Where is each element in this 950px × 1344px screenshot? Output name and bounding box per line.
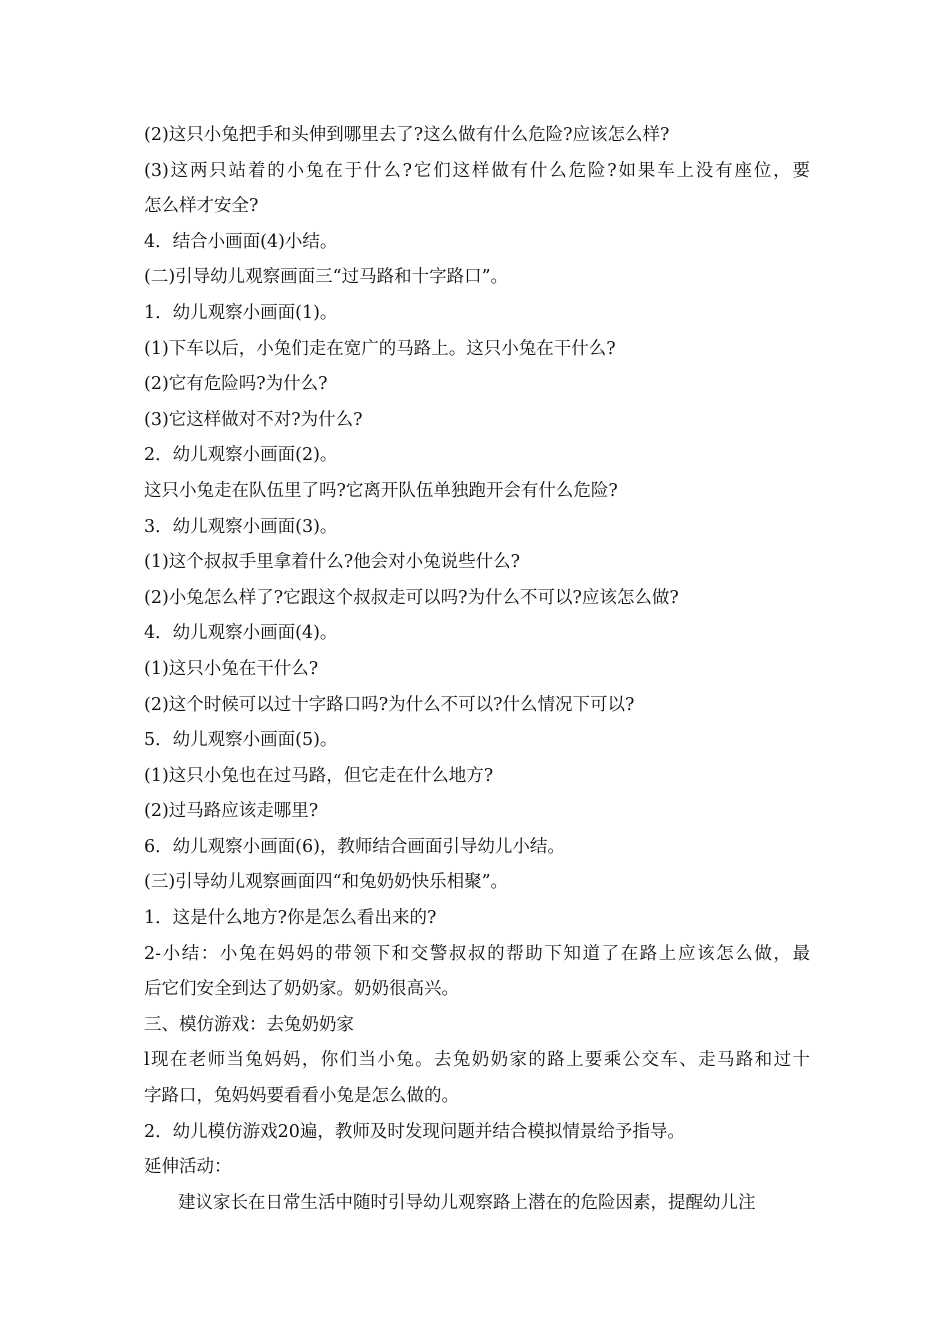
text-line: 2．幼儿观察小画面(2)。 (144, 445, 338, 466)
section-heading: (二)引导幼儿观察画面三“过马路和十字路口”。 (144, 267, 509, 288)
text-line: 2-小结：小兔在妈妈的带领下和交警叔叔的帮助下知道了在路上应该怎么做，最 (144, 943, 810, 964)
text-line: (2)小兔怎么样了?它跟这个叔叔走可以吗?为什么不可以?应该怎么做? (144, 587, 679, 608)
text-line: 1．这是什么地方?你是怎么看出来的? (144, 908, 437, 929)
text-line: (1)这个叔叔手里拿着什么?他会对小兔说些什么? (144, 552, 521, 573)
section-heading: 延伸活动： (144, 1157, 232, 1178)
text-line: 字路口，兔妈妈要看看小兔是怎么做的。 (144, 1086, 459, 1107)
text-line: 后它们安全到达了奶奶家。奶奶很高兴。 (144, 979, 459, 1000)
text-line: 6．幼儿观察小画面(6)，教师结合画面引导幼儿小结。 (144, 836, 565, 857)
text-line: (3)这两只站着的小兔在于什么?它们这样做有什么危险?如果车上没有座位，要 (144, 160, 810, 181)
text-line: 这只小兔走在队伍里了吗?它离开队伍单独跑开会有什么危险? (144, 480, 618, 501)
text-line: (1)这只小兔在干什么? (144, 658, 319, 679)
text-line: (2)这个时候可以过十字路口吗?为什么不可以?什么情况下可以? (144, 694, 635, 715)
text-line: 3．幼儿观察小画面(3)。 (144, 516, 338, 537)
text-line: (2)过马路应该走哪里? (144, 801, 319, 822)
text-line: 5．幼儿观察小画面(5)。 (144, 730, 338, 751)
section-heading: (三)引导幼儿观察画面四“和兔奶奶快乐相聚”。 (144, 872, 509, 893)
text-line: 怎么样才安全? (144, 196, 259, 217)
text-line: (1)下车以后，小兔们走在宽广的马路上。这只小兔在干什么? (144, 338, 616, 359)
text-line: (3)它这样做对不对?为什么? (144, 409, 363, 430)
document-body (144, 118, 810, 1221)
text-line: 4．结合小画面(4)小结。 (144, 231, 338, 252)
text-line: 建议家长在日常生活中随时引导幼儿观察路上潜在的危险因素，提醒幼儿注 (178, 1192, 756, 1213)
text-line: l现在老师当兔妈妈，你们当小兔。去兔奶奶家的路上要乘公交车、走马路和过十 (144, 1050, 810, 1071)
text-line: (1)这只小兔也在过马路，但它走在什么地方? (144, 765, 494, 786)
text-line: 4．幼儿观察小画面(4)。 (144, 623, 338, 644)
text-line: (2)这只小兔把手和头伸到哪里去了?这么做有什么危险?应该怎么样? (144, 125, 670, 145)
text-line: 1．幼儿观察小画面(1)。 (144, 302, 338, 323)
text-line: (2)它有危险吗?为什么? (144, 374, 328, 395)
section-heading: 三、模仿游戏：去兔奶奶家 (144, 1014, 354, 1035)
text-line: 2．幼儿模仿游戏20遍，教师及时发现问题并结合模拟情景给予指导。 (144, 1121, 685, 1142)
